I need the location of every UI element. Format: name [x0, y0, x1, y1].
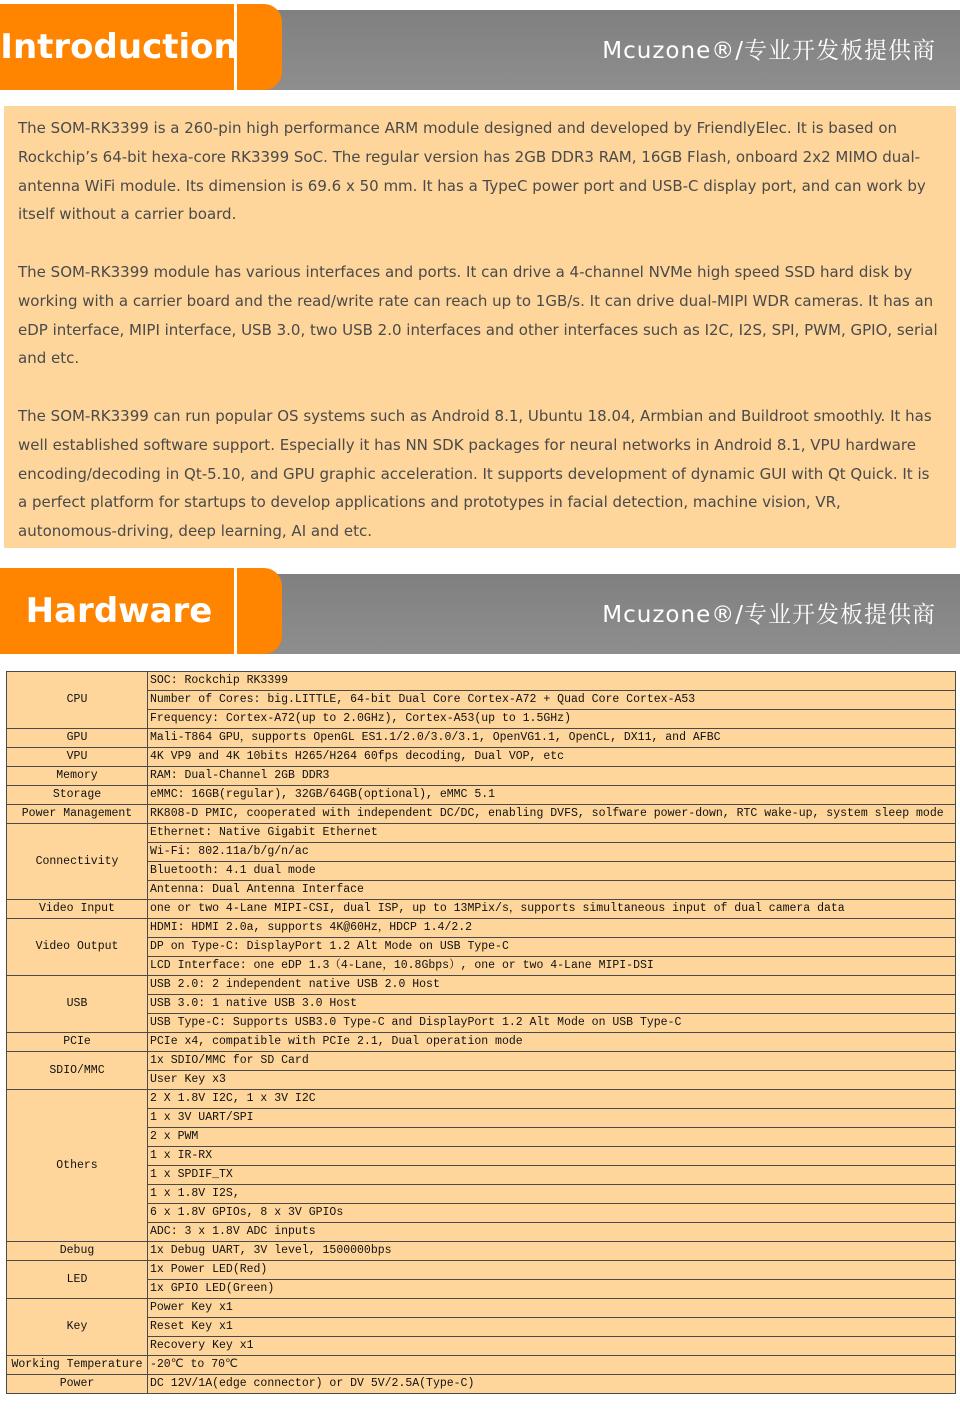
spec-value-cell: Mali-T864 GPU，supports OpenGL ES1.1/2.0/3.0/3.1, OpenVG1.1, OpenCL, DX11, and AFBC: [148, 729, 956, 748]
spec-row: [7, 862, 956, 881]
spec-value-cell: 1 x IR-RX: [148, 1147, 956, 1166]
spec-row: [7, 1261, 956, 1280]
spec-category-cell: Memory: [7, 767, 148, 786]
spec-row: [7, 1071, 956, 1090]
spec-row: [7, 1204, 956, 1223]
spec-row: [7, 1052, 956, 1071]
spec-category-cell: Storage: [7, 786, 148, 805]
spec-category-cell: Key: [7, 1299, 148, 1356]
spec-value-cell: USB 3.0: 1 native USB 3.0 Host: [148, 995, 956, 1014]
spec-value-cell: USB Type-C: Supports USB3.0 Type-C and DisplayPort 1.2 Alt Mode on USB Type-C: [148, 1014, 956, 1033]
spec-row: [7, 976, 956, 995]
intro-text-block: [4, 106, 956, 548]
spec-value-cell: Recovery Key x1: [148, 1337, 956, 1356]
spec-row: [7, 1014, 956, 1033]
spec-category-cell: Connectivity: [7, 824, 148, 900]
spec-value-cell: 1x GPIO LED(Green): [148, 1280, 956, 1299]
spec-row: [7, 881, 956, 900]
hardware-section-header: [0, 564, 960, 654]
spec-category-cell: CPU: [7, 672, 148, 729]
spec-row: [7, 824, 956, 843]
spec-row: [7, 767, 956, 786]
spec-value-cell: Wi-Fi: 802.11a/b/g/n/ac: [148, 843, 956, 862]
spec-value-cell: RAM: Dual-Channel 2GB DDR3: [148, 767, 956, 786]
intro-paragraph: The SOM-RK3399 module has various interfaces and ports. It can drive a 4-channel NVMe high speed SSD hard disk by working with a carrier board and the read/write rate can reach up to 1GB/s. It can drive dual-MIPI WDR cameras. It has an eDP interface, MIPI interface, USB 3.0, two USB 2.0 interfaces and other interfaces such as I2C, I2S, SPI, PWM, GPIO, serial and etc.: [18, 262, 938, 368]
spec-row: [7, 1280, 956, 1299]
hardware-brand-text: Mcuzone®/专业开发板提供商: [602, 602, 936, 628]
spec-value-cell: Reset Key x1: [148, 1318, 956, 1337]
spec-row: [7, 729, 956, 748]
spec-value-cell: 1x Debug UART, 3V level, 1500000bps: [148, 1242, 956, 1261]
spec-value-cell: 4K VP9 and 4K 10bits H265/H264 60fps decoding, Dual VOP, etc: [148, 748, 956, 767]
spec-row: [7, 1299, 956, 1318]
spec-row: [7, 786, 956, 805]
intro-brand-text: Mcuzone®/专业开发板提供商: [602, 38, 936, 64]
spec-value-cell: 6 x 1.8V GPIOs, 8 x 3V GPIOs: [148, 1204, 956, 1223]
spec-row: [7, 1185, 956, 1204]
spec-row: [7, 672, 956, 691]
spec-value-cell: USB 2.0: 2 independent native USB 2.0 Host: [148, 976, 956, 995]
spec-row: [7, 919, 956, 938]
spec-row: [7, 691, 956, 710]
spec-row: [7, 1090, 956, 1109]
spec-value-cell: Ethernet: Native Gigabit Ethernet: [148, 824, 956, 843]
intro-section-title: Introduction: [0, 27, 238, 67]
spec-value-cell: Power Key x1: [148, 1299, 956, 1318]
spec-value-cell: 1 x SPDIF_TX: [148, 1166, 956, 1185]
spec-value-cell: LCD Interface: one eDP 1.3（4-Lane，10.8Gbps）, one or two 4-Lane MIPI-DSI: [148, 957, 956, 976]
intro-paragraph: The SOM-RK3399 is a 260-pin high performance ARM module designed and developed by FriendlyElec. It is based on Rockchip’s 64-bit hexa-core RK3399 SoC. The regular version has 2GB DDR3 RAM, 16GB Flash, onboard 2x2 MIMO dual-antenna WiFi module. Its dimension is 69.6 x 50 mm. It has a TypeC power port and USB-C display port, and can work by itself without a carrier board.: [18, 119, 926, 224]
spec-row: [7, 1147, 956, 1166]
spec-row: [7, 1166, 956, 1185]
spec-row: [7, 1375, 956, 1394]
spec-value-cell: -20℃ to 70℃: [148, 1356, 956, 1375]
spec-value-cell: User Key x3: [148, 1071, 956, 1090]
spec-category-cell: PCIe: [7, 1033, 148, 1052]
spec-category-cell: Power: [7, 1375, 148, 1394]
spec-category-cell: Working Temperature: [7, 1356, 148, 1375]
spec-category-cell: Power Management: [7, 805, 148, 824]
spec-value-cell: 2 x PWM: [148, 1128, 956, 1147]
spec-row: [7, 1128, 956, 1147]
spec-row: [7, 1356, 956, 1375]
spec-row: [7, 995, 956, 1014]
spec-category-cell: SDIO/MMC: [7, 1052, 148, 1090]
spec-value-cell: 1x SDIO/MMC for SD Card: [148, 1052, 956, 1071]
spec-value-cell: DC 12V/1A(edge connector) or DV 5V/2.5A(Type-C): [148, 1375, 956, 1394]
spec-value-cell: PCIe x4, compatible with PCIe 2.1, Dual operation mode: [148, 1033, 956, 1052]
spec-row: [7, 1318, 956, 1337]
spec-row: [7, 1033, 956, 1052]
spec-row: [7, 1242, 956, 1261]
spec-category-cell: GPU: [7, 729, 148, 748]
spec-value-cell: 1 x 1.8V I2S,: [148, 1185, 956, 1204]
spec-category-cell: USB: [7, 976, 148, 1033]
spec-value-cell: SOC: Rockchip RK3399: [148, 672, 956, 691]
spec-row: [7, 1337, 956, 1356]
hardware-spec-table: [6, 671, 956, 1394]
spec-row: [7, 843, 956, 862]
spec-value-cell: HDMI: HDMI 2.0a, supports 4K@60Hz，HDCP 1.4/2.2: [148, 919, 956, 938]
spec-category-cell: Debug: [7, 1242, 148, 1261]
hardware-section-title: Hardware: [25, 591, 213, 631]
intro-paragraph: The SOM-RK3399 can run popular OS systems such as Android 8.1, Ubuntu 18.04, Armbian and Buildroot smoothly. It has well established software support. Especially it has NN SDK packages for neural networks in Android 8.1, VPU hardware encoding/decoding in Qt-5.10, and GPU graphic acceleration. It supports development of dynamic GUI with Qt Quick. It is a perfect platform for startups to develop applications and prototypes in facial detection, machine vision, VR, autonomous-driving, deep learning, AI and etc.: [18, 406, 932, 541]
spec-row: [7, 957, 956, 976]
spec-row: [7, 748, 956, 767]
spec-value-cell: Bluetooth: 4.1 dual mode: [148, 862, 956, 881]
spec-value-cell: one or two 4-Lane MIPI-CSI, dual ISP, up to 13MPix/s，supports simultaneous input of dual camera data: [148, 900, 956, 919]
spec-value-cell: DP on Type-C: DisplayPort 1.2 Alt Mode on USB Type-C: [148, 938, 956, 957]
spec-value-cell: eMMC: 16GB(regular), 32GB/64GB(optional), eMMC 5.1: [148, 786, 956, 805]
spec-value-cell: Frequency: Cortex-A72(up to 2.0GHz), Cortex-A53(up to 1.5GHz): [148, 710, 956, 729]
intro-section-header: [0, 0, 960, 90]
spec-category-cell: Others: [7, 1090, 148, 1242]
spec-row: [7, 938, 956, 957]
spec-category-cell: LED: [7, 1261, 148, 1299]
spec-category-cell: VPU: [7, 748, 148, 767]
spec-value-cell: 2 X 1.8V I2C, 1 x 3V I2C: [148, 1090, 956, 1109]
spec-value-cell: ADC: 3 x 1.8V ADC inputs: [148, 1223, 956, 1242]
spec-category-cell: Video Output: [7, 919, 148, 976]
spec-category-cell: Video Input: [7, 900, 148, 919]
spec-row: [7, 1223, 956, 1242]
spec-row: [7, 900, 956, 919]
spec-value-cell: Number of Cores: big.LITTLE, 64-bit Dual Core Cortex-A72 + Quad Core Cortex-A53: [148, 691, 956, 710]
spec-value-cell: 1 x 3V UART/SPI: [148, 1109, 956, 1128]
spec-value-cell: RK808-D PMIC, cooperated with independent DC/DC, enabling DVFS, solfware power-down, RTC wake-up, system sleep mode: [148, 805, 956, 824]
spec-row: [7, 805, 956, 824]
spec-value-cell: 1x Power LED(Red): [148, 1261, 956, 1280]
spec-row: [7, 710, 956, 729]
spec-row: [7, 1109, 956, 1128]
spec-value-cell: Antenna: Dual Antenna Interface: [148, 881, 956, 900]
